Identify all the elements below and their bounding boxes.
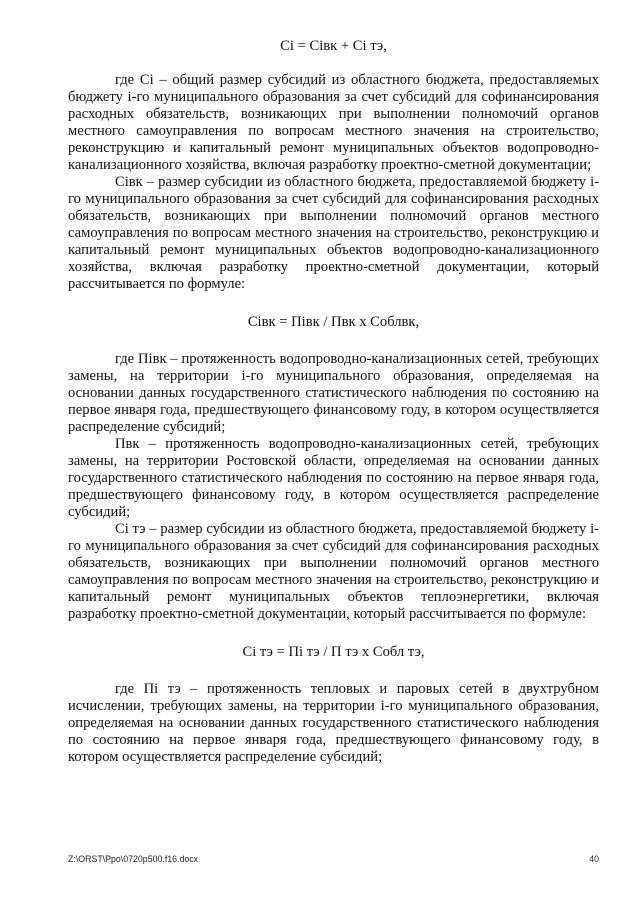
- paragraph-pvk-definition: Пвк – протяженность водопроводно-канализационных сетей, требующих замены, на территории Ростовской области, определяемая на основании данных государственного статистического наблюдения по состоянию на первое января года, предшествующего финансовому году, в котором осуществляется распределение субсидий;: [68, 436, 599, 520]
- file-path: Z:\ORST\Ppo\0720p500.f16.docx: [68, 854, 199, 864]
- page-number: 40: [589, 854, 599, 864]
- document-body: [68, 38, 599, 766]
- formula-water-subsidy: Ciвк = Пiвк / Пвк х Соблвк,: [247, 314, 420, 330]
- formula-heat-subsidy: Ci тэ = Пi тэ / П тэ х Собл тэ,: [242, 644, 425, 660]
- paragraph-cite-definition: Ci тэ – размер субсидии из областного бюджета, предоставляемой бюджету i-го муниципального образования за счет субсидий для софинансирования расходных обязательств, возникающих при выполнении полномочий органов местного самоуправления по вопросам местного значения на строительство, реконструкцию и капитальный ремонт муниципальных объектов теплоэнергетики, включая разработку проектно-сметной документации, который рассчитывается по формуле:: [68, 521, 599, 622]
- formula-total-subsidy: Ci = Ciвк + Ci тэ,: [280, 38, 387, 54]
- paragraph-civk-definition: Ciвк – размер субсидии из областного бюджета, предоставляемой бюджету i-го муниципального образования за счет субсидий для софинансирования расходных обязательств, возникающих при выполнении полномочий органов местного самоуправления по вопросам местного значения на строительство, реконструкцию и капитальный ремонт муниципальных объектов водопроводно-канализационного хозяйства, включая разработку проектно-сметной документации, который рассчитывается по формуле:: [68, 174, 599, 292]
- paragraph-pivk-definition: где Пiвк – протяженность водопроводно-канализационных сетей, требующих замены, на территории i-го муниципального образования, определяемая на основании данных государственного статистического наблюдения по состоянию на первое января года, предшествующего финансовому году, в котором осуществляется распределение субсидий;: [68, 351, 599, 435]
- paragraph-pite-definition: где Пi тэ – протяженность тепловых и паровых сетей в двухтрубном исчислении, требующих замены, на территории i-го муниципального образования, определяемая на основании данных государственного статистического наблюдения по состоянию на первое января года, предшествующего финансовому году, в котором осуществляется распределение субсидий;: [68, 681, 599, 765]
- paragraph-ci-definition: где Ci – общий размер субсидий из областного бюджета, предоставляемых бюджету i-го муниципального образования за счет субсидий для софинансирования расходных обязательств, возникающих при выполнении полномочий органов местного самоуправления по вопросам местного значения на строительство, реконструкцию и капитальный ремонт муниципальных объектов водопроводно-канализационного хозяйства, включая разработку проектно-сметной документации;: [68, 72, 599, 173]
